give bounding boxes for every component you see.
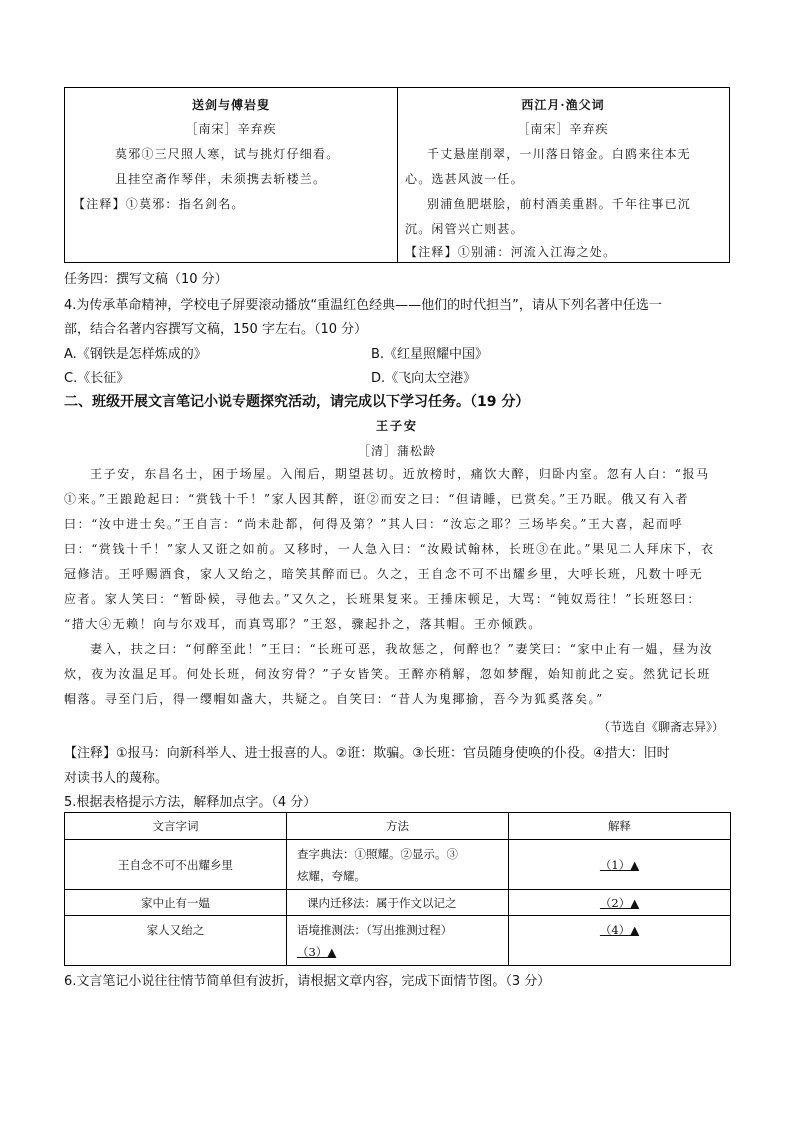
story-line: 曰：“赏钱十千！”家人又诳之如前。又移时，一人急入曰：“汝殿试翰林，长班③在此。”果见二人拜床下，衣 [64, 542, 715, 556]
answer-blank[interactable]: （4）▲ [599, 923, 640, 937]
section2-heading: 二、班级开展文言笔记小说专题探究活动，请完成以下学习任务。（19 分） [64, 394, 530, 410]
poem-right-line: 别浦鱼肥堪脍，前村酒美重斟。千年往事已沉 [427, 197, 692, 211]
poem-left-author: ［南宋］辛弃疾 [185, 122, 277, 136]
answer-cell [509, 890, 731, 916]
story-note-line: 对读书人的蔑称。 [64, 771, 169, 786]
task4-question-line: 部，结合名著内容撰写文稿，150 字左右。（10 分） [64, 322, 368, 337]
table-row [65, 840, 731, 890]
task4-heading: 任务四：撰写文稿（10 分） [64, 272, 228, 287]
word-cell: 王自念不可不出耀乡里 [65, 840, 287, 890]
table-row [65, 916, 731, 966]
story-line: 帽落。寻至门后，得一缨帽如盏大，共疑之。自笑曰：“昔人为鬼揶揄，吾今为狐奚落矣。” [64, 692, 604, 706]
story-note-line: 【注释】①报马：向新科举人、进士报喜的人。②诳：欺骗。③长班：官员随身使唤的仆役。④措大：旧时 [64, 746, 670, 761]
option-a: A.《钢铁是怎样炼成的》 [64, 347, 207, 362]
table-row [65, 890, 731, 916]
story-line: 曰：“汝中进士矣。”王自言：“尚未赴都，何得及第？”其人曰：“汝忘之耶？三场毕矣。”王大喜，起而呼 [64, 517, 684, 531]
method-cell [287, 890, 509, 916]
q5-title: 5.根据表格提示方法，解释加点字。（4 分） [64, 795, 317, 810]
option-b: B.《红星照耀中国》 [371, 347, 489, 362]
option-d: D.《飞向太空港》 [371, 371, 477, 386]
poem-right-line: 千丈悬崖削翠，一川落日镕金。白鸥来往本无 [427, 147, 692, 161]
method-cell [287, 916, 509, 966]
table-header-cell: 文言字词 [65, 813, 287, 840]
story-source: （节选自《聊斋志异》） [597, 720, 724, 734]
poem-right-title: 西江月·渔父词 [521, 98, 605, 112]
story-line: 王子安，东昌名士，困于场屋。入闱后，期望甚切。近放榜时，痛饮大醉，归卧内室。忽有人白：“报马 [90, 467, 710, 481]
story-line: 妻入，扶之曰：“何醉至此！”王曰：“长班可恶，我故惩之，何醉也？”妻笑曰：“家中止有一媪，昼为汝 [90, 642, 714, 656]
task4-question-line: 4.为传承革命精神，学校电子屏要滚动播放“重温红色经典——他们的时代担当”，请从下列名著中任选一 [64, 298, 662, 313]
table-header-row [65, 813, 731, 840]
poem-left-cell [65, 88, 398, 262]
method-text: 炫耀，夸耀。 [297, 868, 366, 883]
poem-left-line: 且挂空斋作琴伴，未须携去斩楼兰。 [115, 172, 327, 186]
q6-text: 6.文言笔记小说往往情节简单但有波折，请根据文章内容，完成下面情节图。（3 分） [64, 974, 551, 989]
method-cell [287, 840, 509, 890]
poem-left-line: 莫邪①三尺照人寒，试与挑灯仔细看。 [115, 147, 340, 161]
method-text: 课内迁移法：属于作文以记之 [307, 895, 457, 910]
option-c: C.《长征》 [64, 371, 130, 386]
story-author: ［清］蒲松龄 [357, 444, 436, 458]
poem-right-line: 沉。闲管兴亡则甚。 [405, 222, 524, 236]
answer-cell [509, 916, 731, 966]
method-text: 查字典法：①照耀。②显示。③ [297, 846, 458, 861]
story-line: “措大④无赖！向与尔戏耳，而真骂耶？”王怒，骤起扑之，落其帽。王亦倾跌。 [64, 617, 542, 631]
story-line: ①来。”王踉跄起曰：“赏钱十千！”家人因其醉，诳②而安之曰：“但请睡，已赏矣。”王乃眠。俄又有入者 [64, 492, 690, 506]
table-header-cell: 方法 [287, 813, 509, 840]
poem-left-title: 送剑与傅岩叟 [191, 98, 270, 112]
story-title: 王子安 [375, 419, 418, 433]
poem-table [64, 87, 730, 263]
story-line: 炊，夜为汝温足耳。何处长班，伺汝穷骨？”子女皆笑。王醉亦稍解，忽如梦醒，始知前此之妄。然犹记长班 [64, 667, 711, 681]
poem-right-note: 【注释】①别浦：河流入江海之处。 [405, 245, 617, 259]
answer-blank[interactable]: （2）▲ [599, 895, 640, 910]
vocab-table [64, 812, 731, 966]
method-text: 语境推测法：（写出推测过程） [297, 922, 453, 937]
word-cell: 家中止有一媪 [65, 890, 287, 916]
word-cell: 家人又绐之 [65, 916, 287, 966]
answer-blank[interactable]: （1）▲ [599, 857, 640, 872]
story-line: 应者。家人笑曰：“暂卧候，寻他去。”又久之，长班果复来。王捶床顿足，大骂：“钝奴焉往！”长班怒曰： [64, 592, 701, 606]
table-header-cell: 解释 [509, 813, 731, 840]
poem-left-note: 【注释】①莫邪：指名剑名。 [73, 197, 245, 211]
poem-right-line: 心。选甚风波一任。 [405, 172, 524, 186]
method-text[interactable]: （3）▲ [297, 944, 337, 959]
poem-right-cell [397, 88, 729, 262]
answer-cell [509, 840, 731, 890]
story-line: 冠修洁。王呼赐酒食，家人又绐之，暗笑其醉而已。久之，王自念不可不出耀乡里，大呼长班，凡数十呼无 [64, 567, 704, 581]
poem-right-author: ［南宋］辛弃疾 [517, 122, 609, 136]
